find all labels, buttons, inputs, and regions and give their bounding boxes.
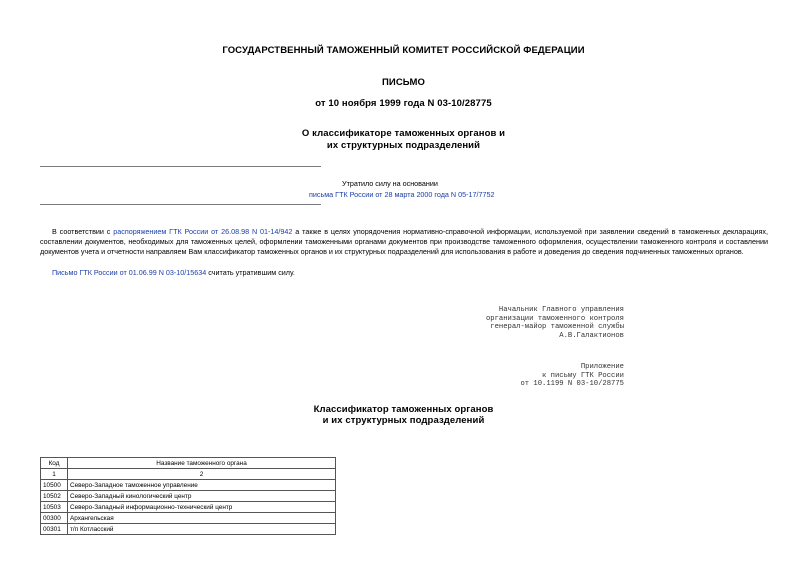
document-date: от 10 ноября 1999 года N 03-10/28775 (315, 98, 492, 109)
table-row (41, 524, 336, 535)
divider-top (40, 166, 321, 167)
column-number-code: 1 (41, 469, 68, 480)
table-header-row (41, 458, 336, 469)
table-row (41, 480, 336, 491)
table-row (41, 491, 336, 502)
lost-force-note: Утратило силу на основании (342, 179, 438, 188)
appendix-block (520, 363, 624, 389)
row-code: 00301 (41, 524, 68, 535)
table-number-row (41, 469, 336, 480)
classifier-title-1: Классификатор таможенных органов (313, 404, 494, 415)
table-row (41, 513, 336, 524)
row-name: Северо-Западное таможенное управление (68, 480, 336, 491)
column-number-name: 2 (68, 469, 336, 480)
appendix-line-3: от 10.1199 N 03-10/28775 (520, 380, 624, 389)
subject-line-1: О классификаторе таможенных органов и (301, 128, 506, 139)
classifier-title-2: и их структурных подразделений (322, 415, 485, 426)
row-code: 00300 (41, 513, 68, 524)
appendix-line-2: к письму ГТК России (542, 371, 624, 380)
column-header-code: Код (41, 458, 68, 469)
subject-line-2: их структурных подразделений (326, 140, 481, 151)
p2-text: считать утратившим силу. (206, 268, 295, 277)
order-link[interactable]: распоряжением ГТК России от 26.08.98 N 01-14/942 (113, 227, 293, 236)
table-row (41, 502, 336, 513)
document-type: ПИСЬМО (381, 77, 425, 88)
row-name: т/п Котласский (68, 524, 336, 535)
row-code: 10500 (41, 480, 68, 491)
signature-line-2: организации таможенного контроля (485, 314, 624, 323)
row-code: 10502 (41, 491, 68, 502)
signature-block (486, 306, 624, 340)
row-code: 10503 (41, 502, 68, 513)
signature-line-3: генерал-майор таможенной службы (490, 323, 624, 332)
appendix-line-1: Приложение (580, 363, 624, 371)
p1-text: а также в целях упорядочения нормативно-справочной информации, используемой при заявлении сведений в таможенных декларациях, составлении документов, необходимых для таможенных целей, оформлении таможенными органами документов при производстве таможенного оформления, осуществлении таможенного контроля и составлении документов учета и отчетности направляем Вам классификатор таможенных органов и их структурных подразделений для использования в работе и доведения до сведения подчиненных таможенных органов. (40, 227, 768, 256)
signature-line-1: Начальник Главного управления (498, 306, 624, 314)
divider-bottom (40, 204, 321, 205)
basis-link[interactable]: письма ГТК России от 28 марта 2000 года N 05-17/7752 (309, 190, 495, 199)
body-paragraph-1 (40, 227, 768, 257)
row-name: Архангельская (68, 513, 336, 524)
body-paragraph-2 (52, 268, 295, 277)
row-name: Северо-Западный информационно-технический центр (68, 502, 336, 513)
classifier-table (40, 457, 336, 535)
previous-letter-link[interactable]: Письмо ГТК России от 01.06.99 N 03-10/15634 (52, 268, 207, 277)
row-name: Северо-Западный кинологический центр (68, 491, 336, 502)
signature-line-4: А.В.Галактионов (559, 331, 624, 340)
column-header-name: Название таможенного органа (68, 458, 336, 469)
p1-prefix: В соответствии с (52, 227, 114, 236)
committee-title: ГОСУДАРСТВЕННЫЙ ТАМОЖЕННЫЙ КОМИТЕТ РОССИЙСКОЙ ФЕДЕРАЦИИ (222, 45, 585, 56)
